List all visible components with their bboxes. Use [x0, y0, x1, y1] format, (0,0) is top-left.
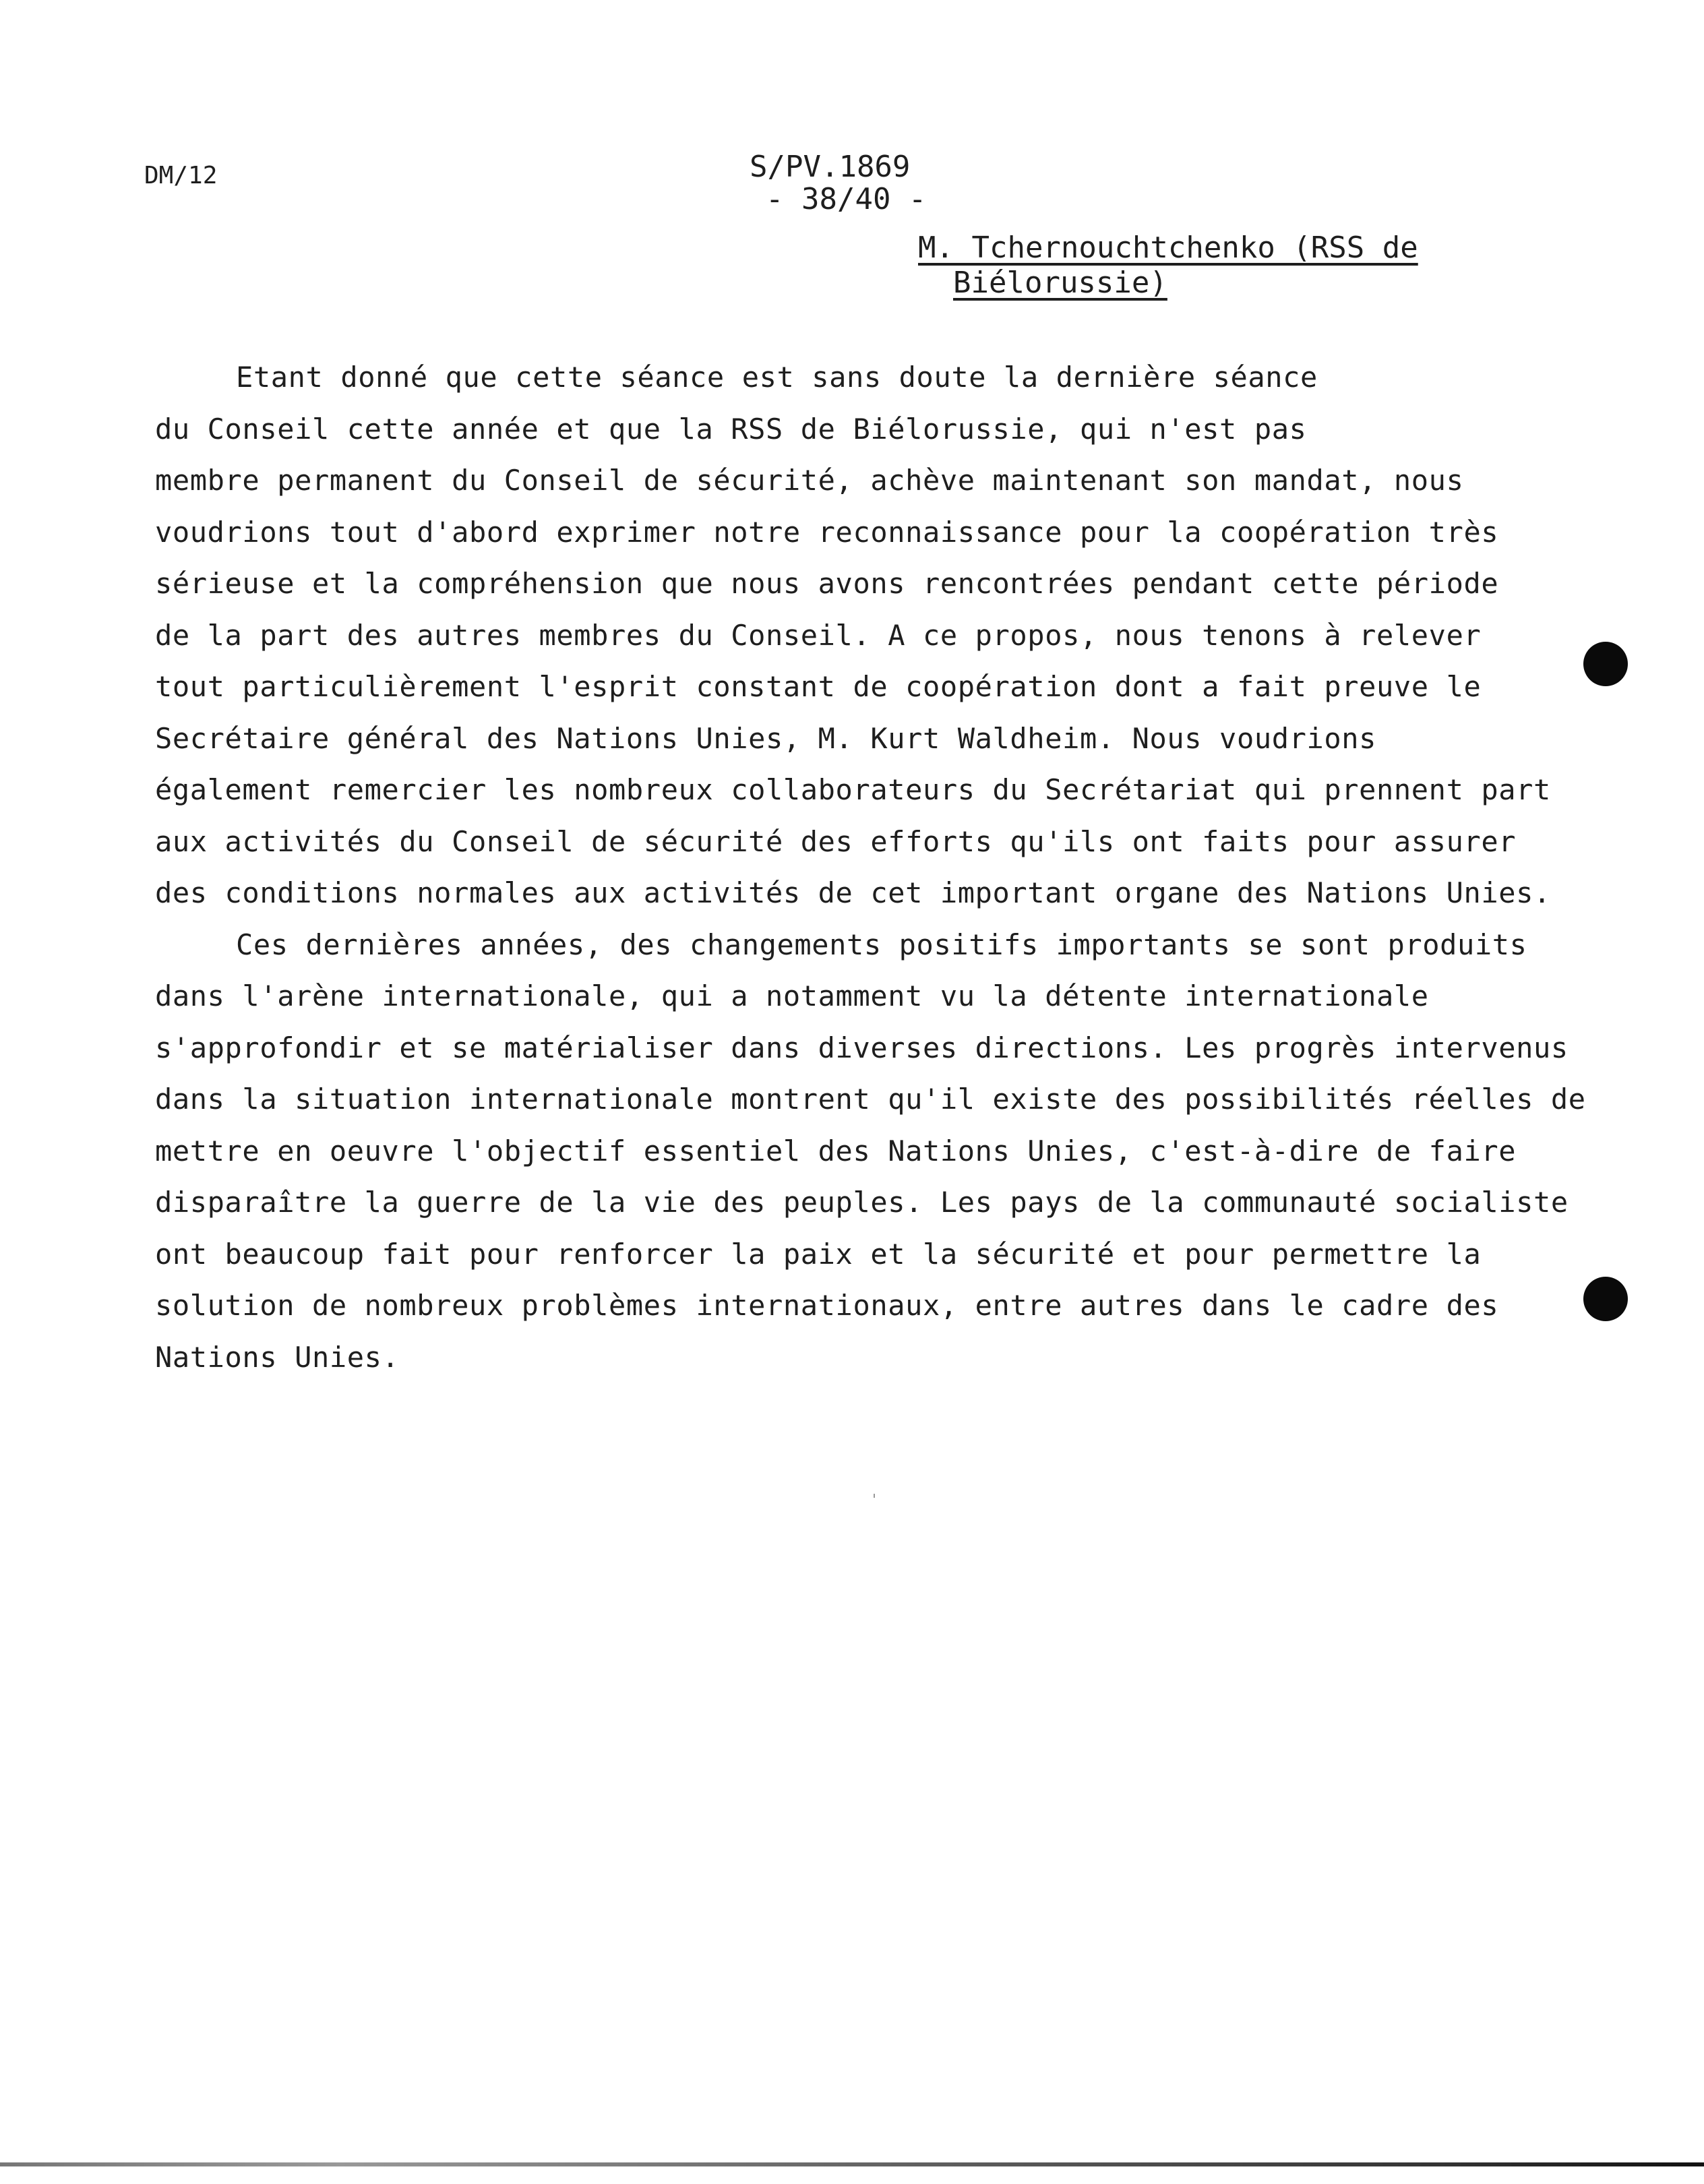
paragraph-2 [155, 919, 1586, 1384]
text-line: de la part des autres membres du Conseil. A ce propos, nous tenons à relever [155, 618, 1482, 652]
page-number: - 38/40 - [766, 182, 927, 216]
text-line: Nations Unies. [155, 1340, 400, 1374]
text-line: s'approfondir et se matérialiser dans diverses directions. Les progrès intervenus [155, 1031, 1569, 1064]
text-line: Ces dernières années, des changements positifs importants se sont produits [236, 928, 1527, 961]
speech-body [155, 352, 1586, 1383]
text-line: membre permanent du Conseil de sécurité, achève maintenant son mandat, nous [155, 464, 1464, 497]
text-line: Etant donné que cette séance est sans doute la dernière séance [236, 361, 1318, 394]
text-line: disparaître la guerre de la vie des peuples. Les pays de la communauté socialiste [155, 1186, 1569, 1219]
scan-edge-line [0, 2162, 1704, 2166]
text-line: Secrétaire général des Nations Unies, M. Kurt Waldheim. Nous voudrions [155, 721, 1377, 755]
scan-speck [874, 1494, 875, 1498]
text-line: sérieuse et la compréhension que nous avons rencontrées pendant cette période [155, 567, 1499, 600]
document-symbol: S/PV.1869 [750, 150, 911, 184]
speaker-name-line-2: Biélorussie) [953, 266, 1167, 300]
speaker-name-line-1: M. Tchernouchtchenko (RSS de [918, 231, 1418, 265]
text-line: également remercier les nombreux collaborateurs du Secrétariat qui prennent part [155, 773, 1551, 806]
punch-hole [1583, 642, 1628, 686]
document-code: DM/12 [144, 162, 218, 189]
paragraph-1 [155, 352, 1557, 919]
punch-hole [1583, 1277, 1628, 1321]
text-line: du Conseil cette année et que la RSS de Biélorussie, qui n'est pas [155, 412, 1307, 446]
text-line: des conditions normales aux activités de cet important organe des Nations Unies. [155, 876, 1551, 909]
text-line: ont beaucoup fait pour renforcer la paix et la sécurité et pour permettre la [155, 1237, 1482, 1271]
text-line: dans la situation internationale montrent qu'il existe des possibilités réelles de [155, 1083, 1586, 1116]
text-line: mettre en oeuvre l'objectif essentiel des Nations Unies, c'est-à-dire de faire [155, 1134, 1517, 1167]
text-line: tout particulièrement l'esprit constant de coopération dont a fait preuve le [155, 670, 1482, 703]
text-line: aux activités du Conseil de sécurité des efforts qu'ils ont faits pour assurer [155, 824, 1517, 858]
text-line: solution de nombreux problèmes internationaux, entre autres dans le cadre des [155, 1289, 1499, 1322]
text-line: dans l'arène internationale, qui a notamment vu la détente internationale [155, 979, 1429, 1012]
text-line: voudrions tout d'abord exprimer notre reconnaissance pour la coopération très [155, 515, 1499, 549]
